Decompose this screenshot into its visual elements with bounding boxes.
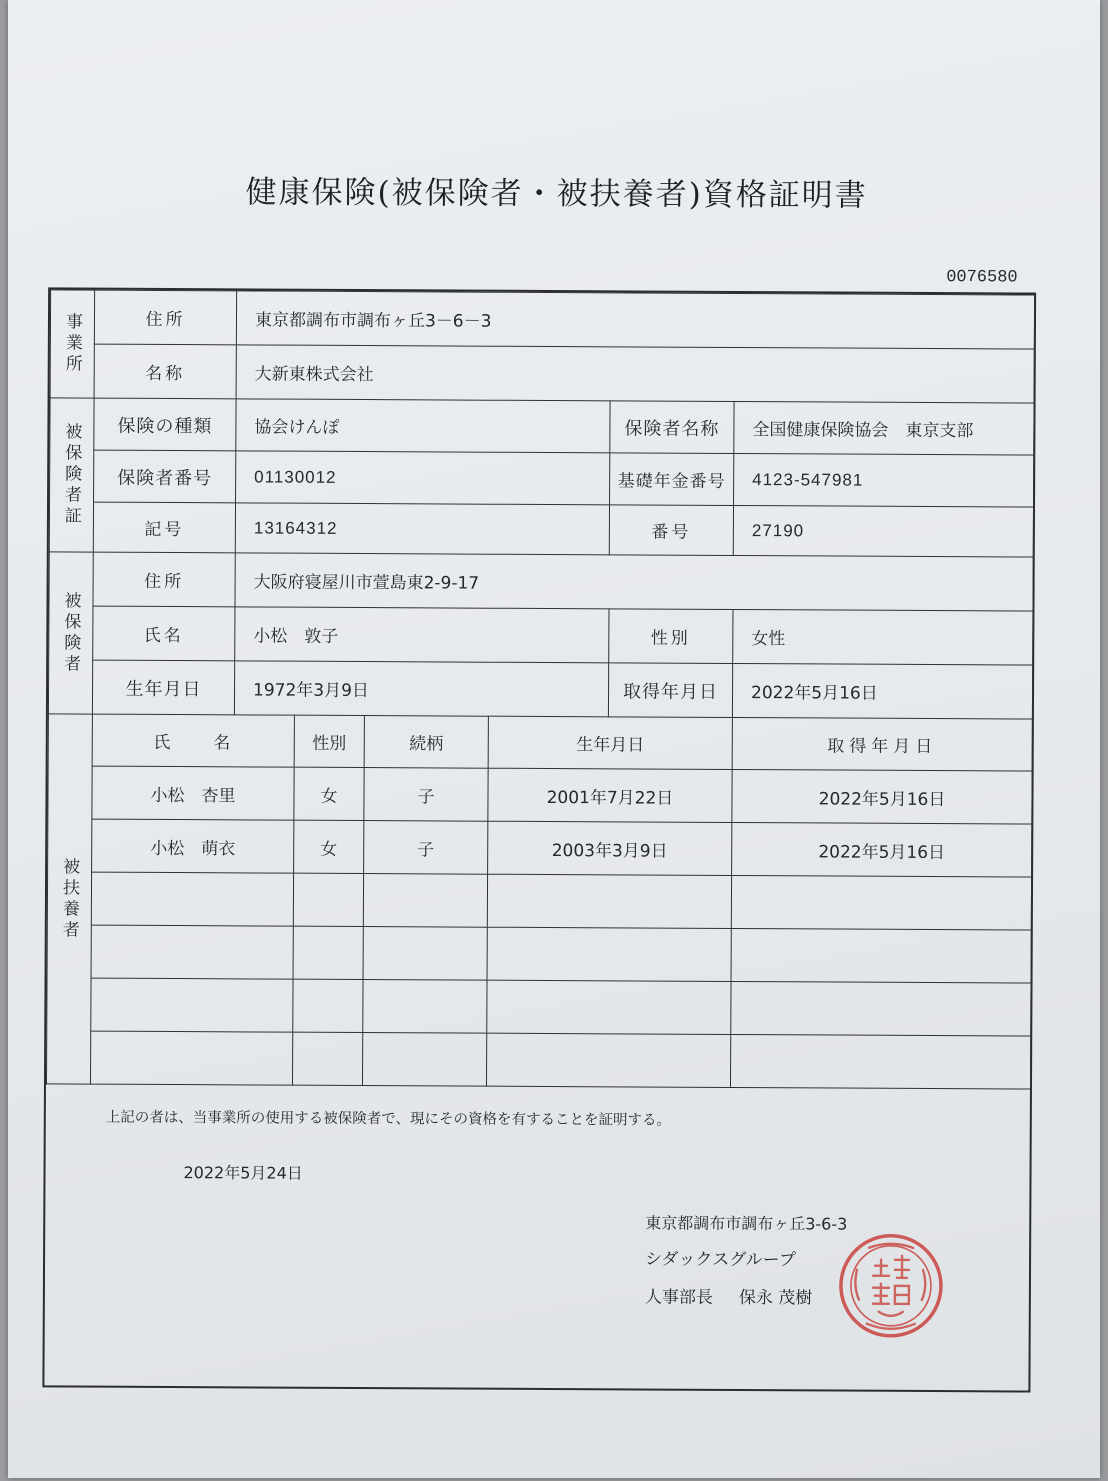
section-label-establishment: 事業所: [50, 290, 95, 398]
insurance-type: 協会けんぽ: [236, 399, 610, 453]
empty-cell: [292, 1032, 362, 1085]
certificate-table: [46, 289, 1035, 1089]
insurer-number: 01130012: [236, 451, 610, 505]
empty-cell: [293, 926, 363, 979]
empty-cell: [487, 874, 731, 928]
dependent-acquired: 2022年5月16日: [732, 822, 1032, 877]
empty-cell: [731, 981, 1031, 1036]
empty-cell: [731, 928, 1031, 983]
label-insurer-name: 保険者名称: [610, 401, 734, 454]
dependent-gender: 女: [294, 820, 364, 873]
label-symbol: 記号: [93, 502, 235, 553]
insurer-number-row: [50, 450, 1034, 507]
card-number: 27190: [733, 505, 1033, 557]
insured-address-row: [49, 552, 1033, 611]
establishment-name: 大新東株式会社: [236, 345, 1034, 403]
dependent-name: 小松 萌衣: [92, 819, 294, 873]
document-number: 0076580: [946, 268, 1018, 288]
insured-birthdate: 1972年3月9日: [234, 661, 608, 717]
empty-cell: [730, 1034, 1030, 1089]
empty-cell: [731, 875, 1031, 930]
empty-cell: [486, 1033, 730, 1087]
empty-cell: [363, 980, 487, 1034]
label-insurance-type: 保険の種類: [94, 398, 236, 451]
insurance-type-row: [50, 398, 1034, 455]
insurer-name: 全国健康保険協会 東京支部: [734, 401, 1034, 455]
empty-cell: [363, 874, 487, 928]
dependent-gender: 女: [294, 767, 364, 820]
document-title: 健康保険(被保険者・被扶養者)資格証明書: [245, 174, 868, 214]
insured-gender: 女性: [733, 609, 1033, 665]
issue-date: 2022年5月24日: [183, 1163, 303, 1183]
header-dependent-gender: 性別: [294, 715, 364, 767]
empty-cell: [363, 927, 487, 981]
certificate-paper: [8, 0, 1100, 1478]
dependent-acquired: 2022年5月16日: [732, 769, 1032, 824]
empty-cell: [91, 925, 293, 979]
dependent-empty-row: [47, 925, 1031, 983]
establishment-address: 東京都調布市調布ヶ丘3－6－3: [236, 291, 1034, 349]
dependent-birthdate: 2003年3月9日: [488, 821, 732, 875]
dependent-empty-row: [47, 978, 1031, 1036]
empty-cell: [487, 927, 731, 981]
section-label-dependents: 被扶養者: [46, 714, 92, 1084]
issuer-company: シダックスグループ: [645, 1249, 796, 1271]
company-seal-icon: [835, 1230, 948, 1343]
symbol-row: [49, 502, 1033, 557]
issuer-address: 東京都調布市調布ヶ丘3-6-3: [645, 1213, 848, 1234]
dependent-empty-row: [46, 1031, 1030, 1089]
issuer-name: 保永 茂樹: [738, 1288, 813, 1309]
header-dependent-acquired: 取得年月日: [732, 717, 1032, 771]
insured-acquired: 2022年5月16日: [732, 663, 1032, 719]
section-label-insurance-card: 被保険者証: [49, 398, 94, 552]
section-label-insured: 被保険者: [48, 552, 93, 714]
dependent-birthdate: 2001年7月22日: [488, 768, 732, 822]
dependents-header-row: [48, 714, 1032, 771]
insured-name: 小松 敦子: [235, 607, 609, 663]
dependent-row: [48, 766, 1032, 824]
dependent-relation: 子: [364, 821, 488, 875]
establishment-address-row: [50, 290, 1034, 349]
label-insured-name: 氏名: [93, 606, 235, 661]
empty-cell: [487, 980, 731, 1034]
label-card-number: 番号: [609, 505, 733, 556]
empty-cell: [90, 1031, 292, 1085]
certificate-frame: [42, 287, 1036, 1392]
label-pension-number: 基礎年金番号: [610, 453, 734, 506]
label-insurer-number: 保険者番号: [94, 450, 236, 503]
insured-address: 大阪府寝屋川市萱島東2-9-17: [235, 553, 1033, 611]
empty-cell: [293, 873, 363, 926]
label-insured-address: 住所: [93, 552, 235, 607]
issuer-signature-line: [645, 1283, 813, 1309]
empty-cell: [91, 872, 293, 926]
label-establishment-name: 名称: [94, 344, 236, 399]
dependent-relation: 子: [364, 768, 488, 822]
insured-dates-row: [48, 660, 1032, 719]
establishment-name-row: [50, 344, 1034, 403]
symbol-value: 13164312: [235, 503, 609, 555]
certification-statement: 上記の者は、当事業所の使用する被保険者で、現にその資格を有することを証明する。: [105, 1109, 672, 1129]
empty-cell: [362, 1033, 486, 1087]
label-insured-birthdate: 生年月日: [92, 660, 234, 715]
empty-cell: [293, 979, 363, 1032]
label-establishment-address: 住所: [94, 290, 236, 345]
issuer-title: 人事部長: [644, 1287, 713, 1308]
pension-number: 4123-547981: [734, 453, 1034, 507]
dependent-row: [48, 819, 1032, 877]
label-insured-gender: 性別: [609, 609, 733, 664]
dependent-empty-row: [47, 872, 1031, 930]
insured-name-row: [49, 606, 1033, 665]
label-insured-acquired: 取得年月日: [608, 663, 732, 718]
header-dependent-relation: 続柄: [364, 716, 488, 769]
header-dependent-name: 氏 名: [92, 714, 294, 767]
dependent-name: 小松 杏里: [92, 766, 294, 820]
empty-cell: [91, 978, 293, 1032]
header-dependent-birthdate: 生年月日: [488, 716, 732, 769]
